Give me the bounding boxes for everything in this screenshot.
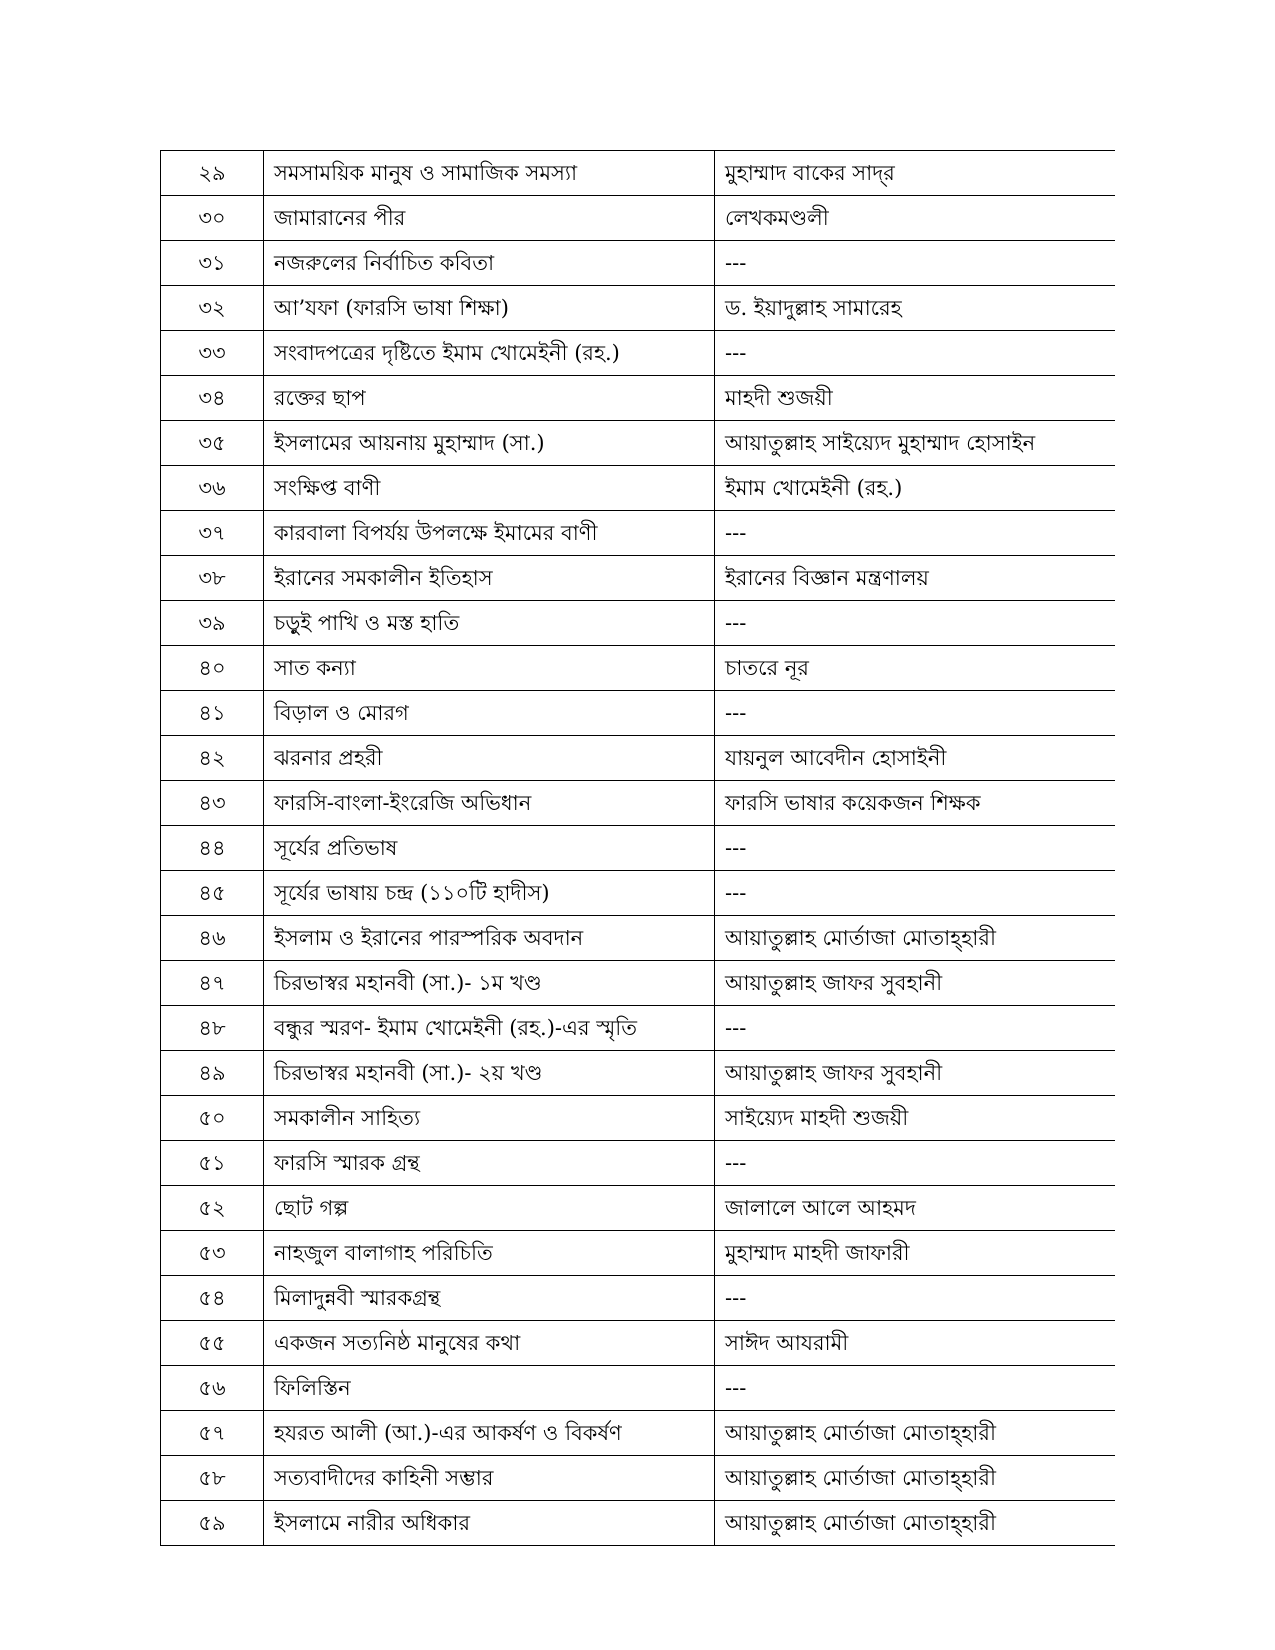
row-number-cell: ৫০ xyxy=(161,1096,264,1141)
row-number-cell: ৫৫ xyxy=(161,1321,264,1366)
table-row xyxy=(161,286,1116,331)
row-number-cell: ৩১ xyxy=(161,241,264,286)
row-number-cell: ৪৭ xyxy=(161,961,264,1006)
author-cell: মুহাম্মাদ মাহদী জাফারী xyxy=(715,1231,1116,1276)
row-number-cell: ৫৩ xyxy=(161,1231,264,1276)
row-number-cell: ৫৬ xyxy=(161,1366,264,1411)
author-cell: ড. ইয়াদুল্লাহ সামারেহ xyxy=(715,286,1116,331)
row-number-cell: ৫২ xyxy=(161,1186,264,1231)
table-row xyxy=(161,1411,1116,1456)
row-number-cell: ৪৩ xyxy=(161,781,264,826)
table-row xyxy=(161,691,1116,736)
book-title-cell: আ’যফা (ফারসি ভাষা শিক্ষা) xyxy=(264,286,715,331)
author-cell: --- xyxy=(715,1006,1116,1051)
row-number-cell: ৩৬ xyxy=(161,466,264,511)
book-title-cell: ইরানের সমকালীন ইতিহাস xyxy=(264,556,715,601)
table-row xyxy=(161,781,1116,826)
row-number-cell: ৪০ xyxy=(161,646,264,691)
book-title-cell: সমসাময়িক মানুষ ও সামাজিক সমস্যা xyxy=(264,151,715,196)
table-row xyxy=(161,1276,1116,1321)
table-row xyxy=(161,376,1116,421)
book-title-cell: সূর্যের প্রতিভাষ xyxy=(264,826,715,871)
author-cell: আয়াতুল্লাহ সাইয়্যেদ মুহাম্মাদ হোসাইন xyxy=(715,421,1116,466)
author-cell: আয়াতুল্লাহ জাফর সুবহানী xyxy=(715,961,1116,1006)
book-title-cell: বিড়াল ও মোরগ xyxy=(264,691,715,736)
book-title-cell: চড়ুই পাখি ও মস্ত হাতি xyxy=(264,601,715,646)
row-number-cell: ৫৭ xyxy=(161,1411,264,1456)
author-cell: ইরানের বিজ্ঞান মন্ত্রণালয় xyxy=(715,556,1116,601)
table-row xyxy=(161,1096,1116,1141)
book-title-cell: হযরত আলী (আ.)-এর আকর্ষণ ও বিকর্ষণ xyxy=(264,1411,715,1456)
row-number-cell: ৪৬ xyxy=(161,916,264,961)
table-row xyxy=(161,736,1116,781)
row-number-cell: ৩৩ xyxy=(161,331,264,376)
book-title-cell: ফিলিস্তিন xyxy=(264,1366,715,1411)
table-row xyxy=(161,1456,1116,1501)
author-cell: --- xyxy=(715,1141,1116,1186)
author-cell: যায়নুল আবেদীন হোসাইনী xyxy=(715,736,1116,781)
author-cell: মুহাম্মাদ বাকের সাদ্‌র xyxy=(715,151,1116,196)
row-number-cell: ৪২ xyxy=(161,736,264,781)
row-number-cell: ৩৪ xyxy=(161,376,264,421)
row-number-cell: ৪৯ xyxy=(161,1051,264,1096)
book-title-cell: একজন সত্যনিষ্ঠ মানুষের কথা xyxy=(264,1321,715,1366)
book-title-cell: মিলাদুন্নবী স্মারকগ্রন্থ xyxy=(264,1276,715,1321)
table-row xyxy=(161,961,1116,1006)
author-cell: আয়াতুল্লাহ মোর্তাজা মোতাহ্‌হারী xyxy=(715,916,1116,961)
book-title-cell: নজরুলের নির্বাচিত কবিতা xyxy=(264,241,715,286)
author-cell: --- xyxy=(715,826,1116,871)
table-row xyxy=(161,1501,1116,1546)
book-title-cell: নাহজুল বালাগাহ পরিচিতি xyxy=(264,1231,715,1276)
book-title-cell: ইসলামে নারীর অধিকার xyxy=(264,1501,715,1546)
book-title-cell: ফারসি-বাংলা-ইংরেজি অভিধান xyxy=(264,781,715,826)
author-cell: --- xyxy=(715,1276,1116,1321)
book-title-cell: রক্তের ছাপ xyxy=(264,376,715,421)
row-number-cell: ৪৫ xyxy=(161,871,264,916)
table-row xyxy=(161,151,1116,196)
author-cell: সাইয়্যেদ মাহদী শুজয়ী xyxy=(715,1096,1116,1141)
author-cell: --- xyxy=(715,691,1116,736)
row-number-cell: ৫১ xyxy=(161,1141,264,1186)
table-row xyxy=(161,1366,1116,1411)
author-cell: --- xyxy=(715,511,1116,556)
author-cell: --- xyxy=(715,331,1116,376)
author-cell: মাহদী শুজয়ী xyxy=(715,376,1116,421)
book-title-cell: সাত কন্যা xyxy=(264,646,715,691)
book-title-cell: বন্ধুর স্মরণ- ইমাম খোমেইনী (রহ.)-এর স্মৃতি xyxy=(264,1006,715,1051)
row-number-cell: ৩২ xyxy=(161,286,264,331)
author-cell: ইমাম খোমেইনী (রহ.) xyxy=(715,466,1116,511)
row-number-cell: ৩৯ xyxy=(161,601,264,646)
book-title-cell: সূর্যের ভাষায় চন্দ্র (১১০টি হাদীস) xyxy=(264,871,715,916)
author-cell: --- xyxy=(715,241,1116,286)
row-number-cell: ৫৮ xyxy=(161,1456,264,1501)
book-list-table xyxy=(160,150,1115,1546)
book-list-body xyxy=(161,151,1116,1546)
table-row xyxy=(161,1186,1116,1231)
table-row xyxy=(161,1006,1116,1051)
table-row xyxy=(161,466,1116,511)
row-number-cell: ২৯ xyxy=(161,151,264,196)
row-number-cell: ৫৯ xyxy=(161,1501,264,1546)
table-row xyxy=(161,1231,1116,1276)
book-title-cell: কারবালা বিপর্যয় উপলক্ষে ইমামের বাণী xyxy=(264,511,715,556)
author-cell: --- xyxy=(715,601,1116,646)
row-number-cell: ৪৮ xyxy=(161,1006,264,1051)
book-title-cell: ইসলাম ও ইরানের পারস্পরিক অবদান xyxy=(264,916,715,961)
table-row xyxy=(161,196,1116,241)
author-cell: --- xyxy=(715,871,1116,916)
table-row xyxy=(161,601,1116,646)
book-title-cell: সংক্ষিপ্ত বাণী xyxy=(264,466,715,511)
table-row xyxy=(161,241,1116,286)
row-number-cell: ৫৪ xyxy=(161,1276,264,1321)
book-title-cell: সংবাদপত্রের দৃষ্টিতে ইমাম খোমেইনী (রহ.) xyxy=(264,331,715,376)
book-list-table-container xyxy=(160,150,1115,1550)
book-title-cell: ছোট গল্প xyxy=(264,1186,715,1231)
book-title-cell: জামারানের পীর xyxy=(264,196,715,241)
table-row xyxy=(161,916,1116,961)
author-cell: আয়াতুল্লাহ জাফর সুবহানী xyxy=(715,1051,1116,1096)
table-row xyxy=(161,511,1116,556)
author-cell: আয়াতুল্লাহ মোর্তাজা মোতাহ্‌হারী xyxy=(715,1411,1116,1456)
table-row xyxy=(161,331,1116,376)
book-title-cell: ফারসি স্মারক গ্রন্থ xyxy=(264,1141,715,1186)
table-row xyxy=(161,826,1116,871)
table-row xyxy=(161,646,1116,691)
book-title-cell: চিরভাস্বর মহানবী (সা.)- ২য় খণ্ড xyxy=(264,1051,715,1096)
author-cell: --- xyxy=(715,1366,1116,1411)
author-cell: সাঈদ আযরামী xyxy=(715,1321,1116,1366)
author-cell: লেখকমণ্ডলী xyxy=(715,196,1116,241)
table-row xyxy=(161,421,1116,466)
book-title-cell: সত্যবাদীদের কাহিনী সম্ভার xyxy=(264,1456,715,1501)
row-number-cell: ৪৪ xyxy=(161,826,264,871)
book-title-cell: সমকালীন সাহিত্য xyxy=(264,1096,715,1141)
book-title-cell: চিরভাস্বর মহানবী (সা.)- ১ম খণ্ড xyxy=(264,961,715,1006)
author-cell: ফারসি ভাষার কয়েকজন শিক্ষক xyxy=(715,781,1116,826)
author-cell: জালালে আলে আহমদ xyxy=(715,1186,1116,1231)
book-title-cell: ইসলামের আয়নায় মুহাম্মাদ (সা.) xyxy=(264,421,715,466)
table-row xyxy=(161,871,1116,916)
table-row xyxy=(161,556,1116,601)
row-number-cell: ৩৫ xyxy=(161,421,264,466)
table-row xyxy=(161,1321,1116,1366)
row-number-cell: ৩৮ xyxy=(161,556,264,601)
author-cell: চাতরে নূর xyxy=(715,646,1116,691)
row-number-cell: ৩০ xyxy=(161,196,264,241)
book-title-cell: ঝরনার প্রহরী xyxy=(264,736,715,781)
row-number-cell: ৪১ xyxy=(161,691,264,736)
row-number-cell: ৩৭ xyxy=(161,511,264,556)
author-cell: আয়াতুল্লাহ মোর্তাজা মোতাহ্‌হারী xyxy=(715,1501,1116,1546)
table-row xyxy=(161,1141,1116,1186)
author-cell: আয়াতুল্লাহ মোর্তাজা মোতাহ্‌হারী xyxy=(715,1456,1116,1501)
table-row xyxy=(161,1051,1116,1096)
